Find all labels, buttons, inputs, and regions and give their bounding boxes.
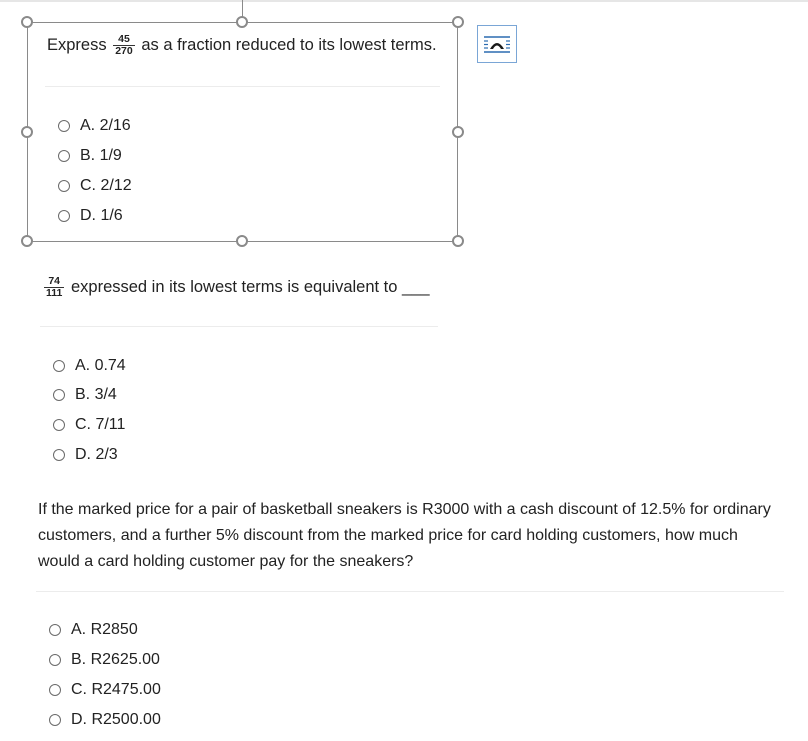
question-1-option-b[interactable] — [58, 147, 122, 165]
question-3-divider — [36, 591, 784, 592]
question-3-option-b[interactable] — [49, 651, 160, 669]
option-label: A. R2850 — [71, 621, 138, 638]
question-3-option-d[interactable] — [49, 711, 161, 729]
option-label: A. 2/16 — [80, 117, 131, 134]
top-border — [0, 0, 808, 2]
question-1-suffix: as a fraction reduced to its lowest terms. — [141, 35, 437, 54]
option-label: D. 2/3 — [75, 446, 118, 463]
fraction-denominator: 111 — [46, 287, 63, 299]
question-3-text: If the marked price for a pair of basketball sneakers is R3000 with a cash discount of 12.5% for ordinary customers, and a further 5% discount from the marked price for card holding customers, how much would a card holding customer pay for the sneakers? — [38, 501, 771, 570]
question-1-option-d[interactable] — [58, 207, 123, 225]
resize-handle-bottom-left[interactable] — [21, 235, 33, 247]
radio-button[interactable] — [58, 120, 70, 132]
option-label: C. 2/12 — [80, 177, 132, 194]
radio-button[interactable] — [53, 360, 65, 372]
question-2-divider — [40, 326, 438, 327]
option-label: C. R2475.00 — [71, 681, 161, 698]
fraction-denominator: 270 — [115, 45, 133, 57]
option-label: B. R2625.00 — [71, 651, 160, 668]
question-2-option-d[interactable] — [53, 446, 118, 464]
question-2-fraction — [44, 276, 64, 299]
question-1-option-a[interactable] — [58, 117, 131, 135]
question-1-fraction — [113, 34, 135, 57]
layout-options-icon — [478, 26, 516, 62]
question-2-suffix: expressed in its lowest terms is equivalent to ___ — [70, 277, 430, 296]
radio-button[interactable] — [49, 684, 61, 696]
option-label: A. 0.74 — [75, 357, 126, 374]
question-1-text — [47, 34, 437, 57]
option-label: C. 7/11 — [75, 416, 126, 433]
question-2-option-b[interactable] — [53, 386, 117, 404]
radio-button[interactable] — [49, 714, 61, 726]
radio-button[interactable] — [53, 419, 65, 431]
question-1-divider — [45, 86, 440, 87]
radio-button[interactable] — [49, 654, 61, 666]
fraction-numerator: 45 — [113, 34, 135, 46]
layout-options-button[interactable] — [477, 25, 517, 63]
resize-handle-middle-right[interactable] — [452, 126, 464, 138]
fraction-numerator: 74 — [44, 276, 64, 288]
resize-handle-top-left[interactable] — [21, 16, 33, 28]
question-1-prefix: Express — [47, 35, 107, 54]
question-2-text — [42, 276, 430, 299]
resize-handle-bottom-right[interactable] — [452, 235, 464, 247]
radio-button[interactable] — [58, 210, 70, 222]
question-3-option-c[interactable] — [49, 681, 161, 699]
question-2-option-c[interactable] — [53, 416, 125, 434]
question-1-option-c[interactable] — [58, 177, 132, 195]
question-3-option-a[interactable] — [49, 621, 138, 639]
resize-handle-middle-left[interactable] — [21, 126, 33, 138]
rotation-handle[interactable] — [236, 16, 248, 28]
radio-button[interactable] — [53, 389, 65, 401]
radio-button[interactable] — [58, 180, 70, 192]
radio-button[interactable] — [49, 624, 61, 636]
radio-button[interactable] — [53, 449, 65, 461]
question-2-option-a[interactable] — [53, 357, 126, 375]
option-label: D. R2500.00 — [71, 711, 161, 728]
resize-handle-top-right[interactable] — [452, 16, 464, 28]
option-label: D. 1/6 — [80, 207, 123, 224]
option-label: B. 3/4 — [75, 386, 117, 403]
radio-button[interactable] — [58, 150, 70, 162]
resize-handle-bottom-middle[interactable] — [236, 235, 248, 247]
option-label: B. 1/9 — [80, 147, 122, 164]
